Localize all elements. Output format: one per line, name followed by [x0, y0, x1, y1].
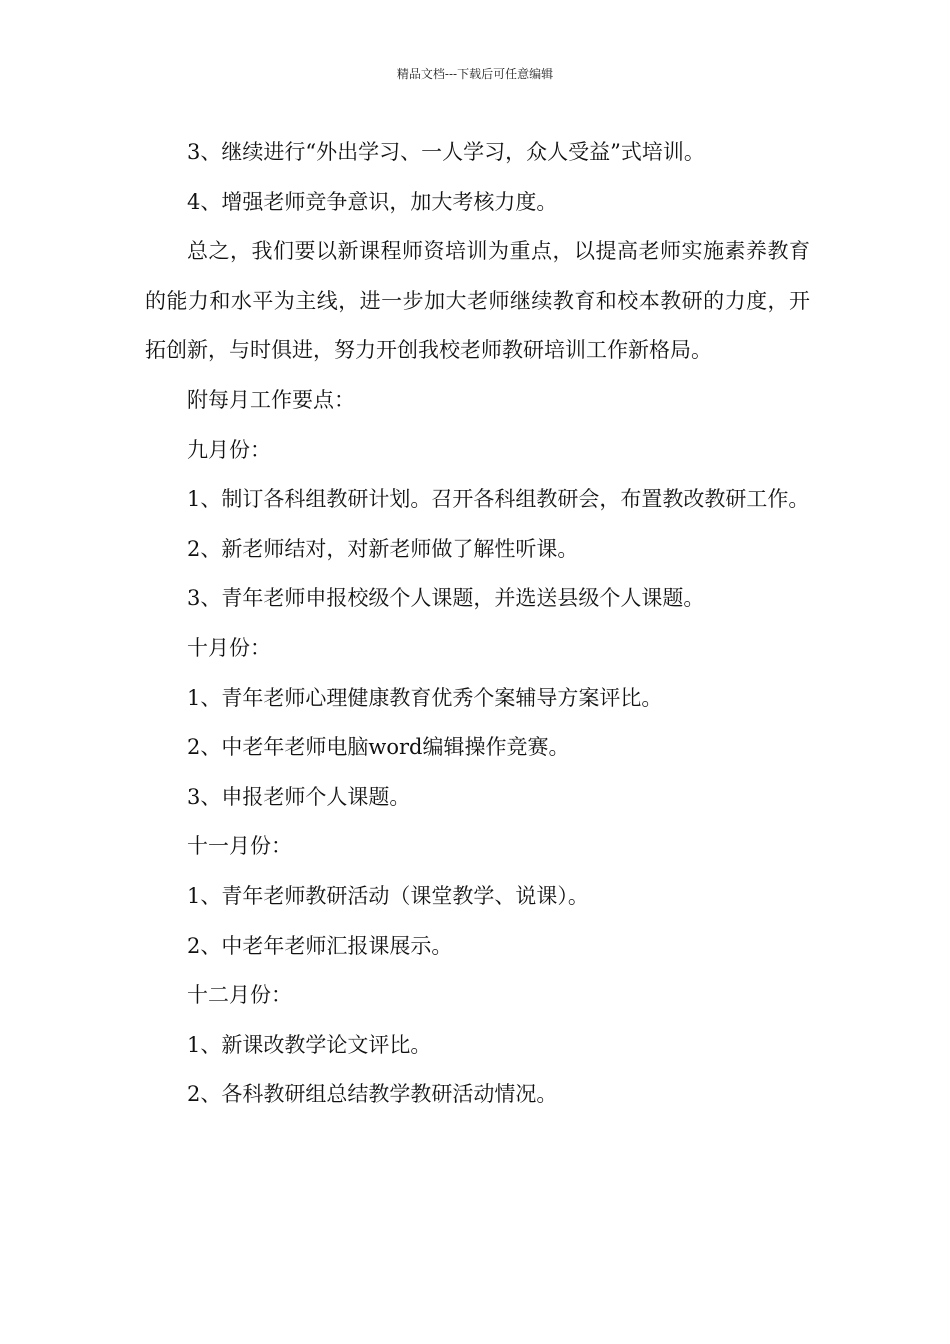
- list-item: 3、青年老师申报校级个人课题，并选送县级个人课题。: [187, 586, 705, 611]
- list-item: 2、中老年老师汇报课展示。: [187, 933, 453, 958]
- month-heading: 十一月份：: [187, 834, 292, 859]
- list-item: 1、新课改教学论文评比。: [187, 1032, 432, 1057]
- section-heading: 附每月工作要点：: [187, 387, 355, 412]
- list-item: 2、各科教研组总结教学教研活动情况。: [187, 1082, 558, 1107]
- paragraph: 3、继续进行“外出学习、一人学习，众人受益”式培训。: [187, 140, 705, 164]
- paragraph: 4、增强老师竞争意识，加大考核力度。: [187, 189, 558, 214]
- list-item: 2、中老年老师电脑word编辑操作竞赛。: [187, 735, 570, 760]
- list-item: 3、申报老师个人课题。: [187, 784, 411, 809]
- page-header: 精品文档---下载后可任意编辑: [396, 67, 554, 81]
- paragraph: 总之，我们要以新课程师资培训为重点，以提高老师实施素养教育的能力和水平为主线，进一步加大老师继续教育和校本教研的力度，开拓创新，与时俱进，努力开创我校老师教研培训工作新格局。: [145, 239, 810, 363]
- list-item: 1、青年老师心理健康教育优秀个案辅导方案评比。: [187, 685, 663, 710]
- month-heading: 十月份：: [187, 635, 271, 660]
- document-body: [145, 128, 810, 1120]
- list-item: 1、制订各科组教研计划。召开各科组教研会，布置教改教研工作。: [187, 487, 810, 512]
- list-item: 2、新老师结对，对新老师做了解性听课。: [187, 536, 579, 561]
- list-item: 1、青年老师教研活动（课堂教学、说课）。: [187, 883, 589, 908]
- month-heading: 十二月份：: [187, 983, 292, 1008]
- month-heading: 九月份：: [187, 437, 271, 462]
